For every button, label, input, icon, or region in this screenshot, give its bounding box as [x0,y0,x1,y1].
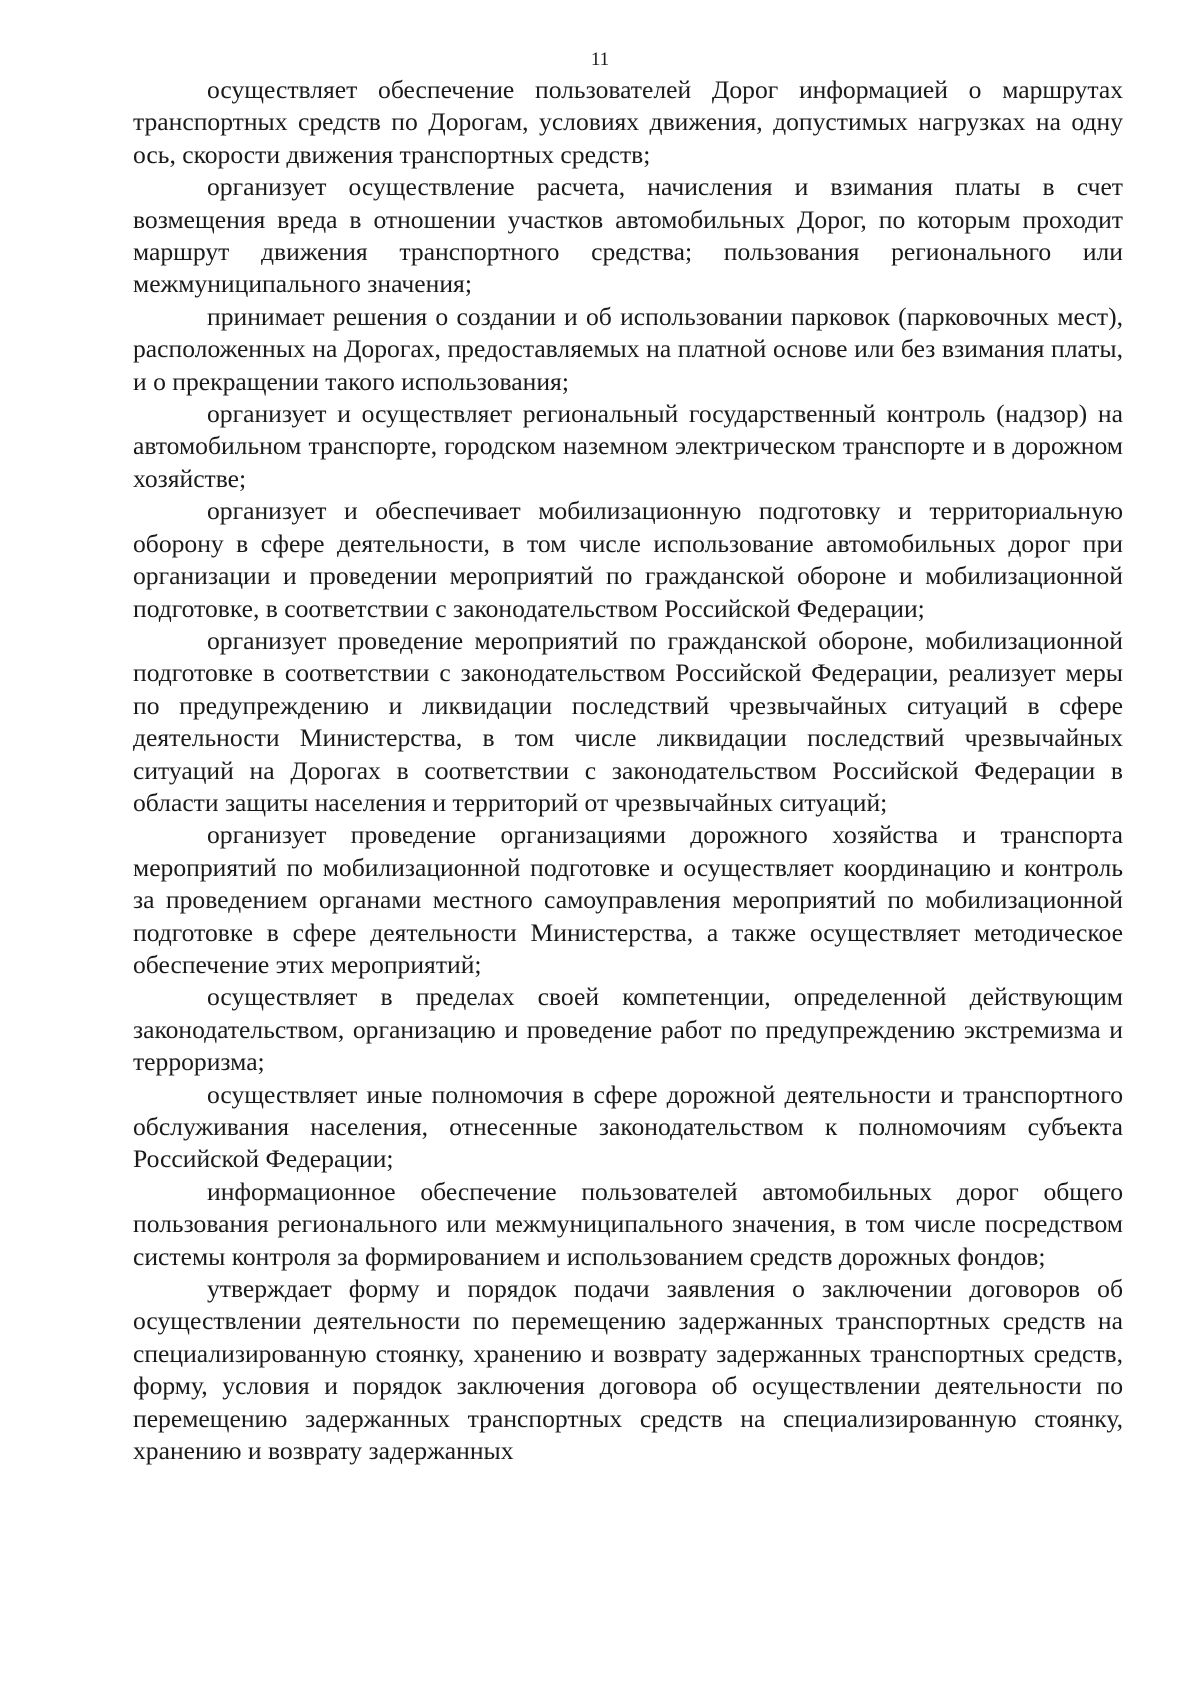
paragraph: организует проведение организациями дорожного хозяйства и транспорта мероприятий по мобилизационной подготовке и осуществляет координацию и контроль за проведением органами местного самоуправления мероприятий по мобилизационной подготовке в сфере деятельности Министерства, а также осуществляет методическое обеспечение этих мероприятий; [133,820,1123,979]
paragraph: осуществляет обеспечение пользователей Дорог информацией о маршрутах транспортных средств по Дорогам, условиях движения, допустимых нагрузках на одну ось, скорости движения транспортных средств; [133,75,1123,169]
paragraph: организует и осуществляет региональный государственный контроль (надзор) на автомобильном транспорте, городском наземном электрическом транспорте и в дорожном хозяйстве; [133,399,1123,493]
paragraph: организует осуществление расчета, начисления и взимания платы в счет возмещения вреда в отношении участков автомобильных Дорог, по которым проходит маршрут движения транспортного средства; пользования регионального или межмуниципального значения; [133,172,1123,299]
paragraph: информационное обеспечение пользователей автомобильных дорог общего пользования регионального или межмуниципального значения, в том числе посредством системы контроля за формированием и использованием средств дорожных фондов; [133,1176,1123,1271]
paragraph: организует и обеспечивает мобилизационную подготовку и территориальную оборону в сфере деятельности, в том числе использование автомобильных дорог при организации и проведении мероприятий по гражданской обороне и мобилизационной подготовке, в соответствии с законодательством Российской Федерации; [133,496,1123,623]
paragraph: утверждает форму и порядок подачи заявления о заключении договоров об осуществлении деятельности по перемещению задержанных транспортных средств на специализированную стоянку, хранению и возврату задержанных транспортных средств, форму, условия и порядок заключения договора об осуществлении деятельности по перемещению задержанных транспортных средств на специализированную стоянку, хранению и возврату задержанных [133,1274,1123,1466]
paragraph: организует проведение мероприятий по гражданской обороне, мобилизационной подготовке в соответствии с законодательством Российской Федерации, реализует меры по предупреждению и ликвидации последствий чрезвычайных ситуаций в сфере деятельности Министерства, в том числе ликвидации последствий чрезвычайных ситуаций на Дорогах в соответствии с законодательством Российской Федерации в области защиты населения и территорий от чрезвычайных ситуаций; [133,625,1123,817]
paragraph: осуществляет иные полномочия в сфере дорожной деятельности и транспортного обслуживания населения, отнесенные законодательством к полномочиям субъекта Российской Федерации; [133,1079,1123,1174]
paragraph: принимает решения о создании и об использовании парковок (парковочных мест), расположенных на Дорогах, предоставляемых на платной основе или без взимания платы, и о прекращении такого использования; [133,301,1123,396]
document-body [133,74,1123,1467]
paragraph: осуществляет в пределах своей компетенции, определенной действующим законодательством, организацию и проведение работ по предупреждению экстремизма и терроризма; [133,982,1123,1077]
page-number: 11 [590,49,610,70]
